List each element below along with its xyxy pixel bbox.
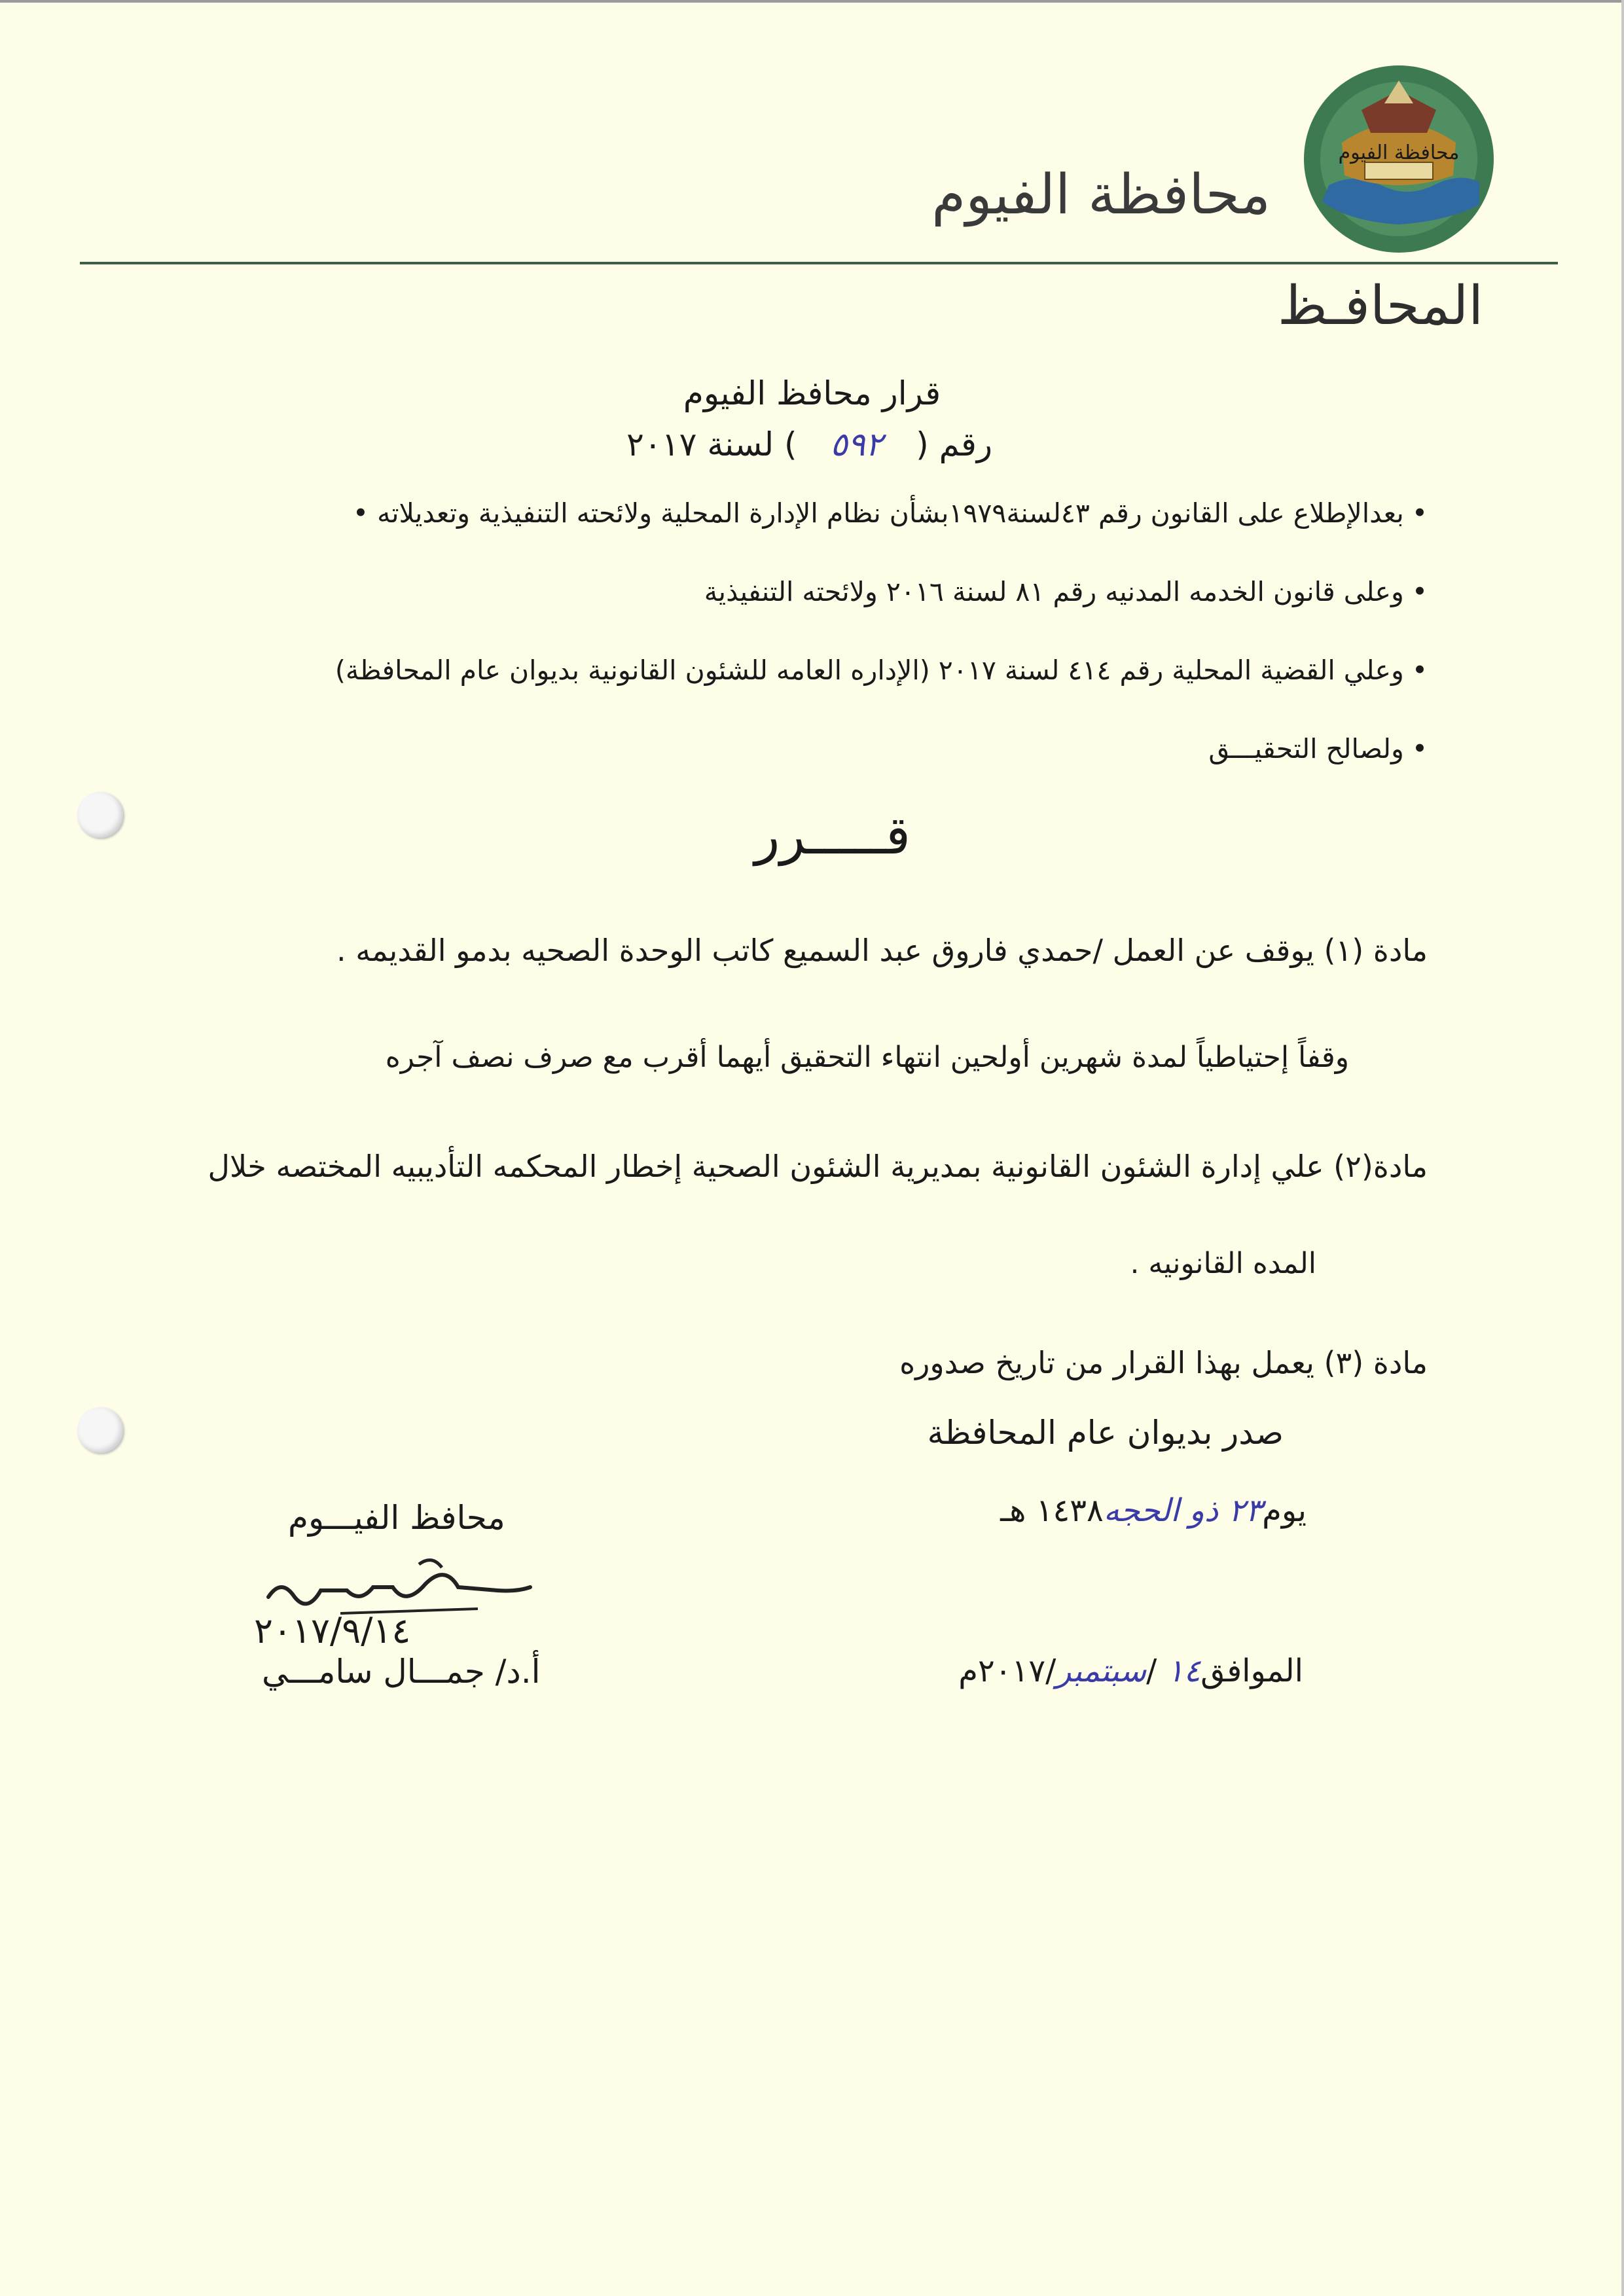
preamble-text: ولصالح التحقيـــق <box>1208 733 1404 764</box>
signatory-title: محافظ الفيـــوم <box>288 1499 505 1537</box>
preamble-text: بعدالإطلاع على القانون رقم ٤٣لسنة١٩٧٩بشأن نظام الإدارة المحلية ولائحته التنفيذية وتعديلاته • <box>352 497 1404 529</box>
header-divider <box>80 262 1558 264</box>
preamble-text: وعلي القضية المحلية رقم ٤١٤ لسنة ٢٠١٧ (الإداره العامه للشئون القانونية بديوان عام المحافظة) <box>334 655 1404 686</box>
greg-day: ١٤ <box>1166 1653 1201 1689</box>
greg-prefix: الموافق <box>1200 1653 1303 1689</box>
article-2-line-2: المده القانونيه . <box>1130 1247 1316 1280</box>
issued-at: صدر بديوان عام المحافظة <box>927 1414 1284 1452</box>
preamble-item <box>335 655 1428 686</box>
bullet: • <box>1411 576 1428 607</box>
article-1-line-1: مادة (١) يوقف عن العمل /حمدي فاروق عبد السميع كاتب الوحدة الصحيه بدمو القديمه . <box>336 933 1428 968</box>
scan-edge-right <box>1621 0 1624 2296</box>
bullet: • <box>1411 733 1428 764</box>
preamble-text: وعلى قانون الخدمه المدنيه رقم ٨١ لسنة ٢٠١٦ ولائحته التنفيذية <box>704 576 1404 607</box>
decision-number-line <box>626 425 992 463</box>
hijri-handwritten: ٢٣ ذو الحجه <box>1103 1492 1263 1529</box>
article-3: مادة (٣) يعمل بهذا القرار من تاريخ صدوره <box>899 1345 1428 1380</box>
governorate-seal-logo <box>1303 64 1495 254</box>
bullet: • <box>1411 497 1428 529</box>
article-2-line-1: مادة(٢) علي إدارة الشئون القانونية بمديرية الشئون الصحية إخطار المحكمه التأديبيه المختصه خلال <box>208 1149 1428 1184</box>
signatory-name: أ.د/ جمـــال سامـــي <box>262 1653 541 1691</box>
scan-edge-top <box>0 0 1624 3</box>
seal-text: محافظة الفيوم <box>1338 141 1460 164</box>
preamble-item <box>353 497 1428 529</box>
article-1-line-2: وقفاً إحتياطياً لمدة شهرين أولحين انتهاء التحقيق أيهما أقرب مع صرف نصف آجره <box>385 1041 1349 1074</box>
gregorian-date: الموافق١٤ /سبتمبر/٢٠١٧م <box>958 1653 1303 1689</box>
hijri-year: ١٤٣٨ هـ <box>1000 1492 1104 1529</box>
preamble-item <box>1208 733 1428 764</box>
decided-heading: قـــــرر <box>754 805 911 866</box>
punch-hole <box>77 792 123 838</box>
decision-title: قرار محافظ الفيوم <box>683 374 941 412</box>
signature-date: ٢٠١٧/٩/١٤ <box>254 1610 411 1651</box>
decision-number-prefix: رقم ( <box>916 425 992 463</box>
decision-number-suffix: ) لسنة ٢٠١٧ <box>626 425 797 463</box>
greg-year: ٢٠١٧م <box>958 1653 1046 1689</box>
greg-month: سبتمبر <box>1056 1653 1147 1689</box>
hijri-date <box>1000 1492 1307 1529</box>
governorate-name: محافظة الفيوم <box>931 162 1271 226</box>
bullet: • <box>1411 655 1428 686</box>
punch-hole <box>77 1407 123 1453</box>
office-title: المحافـظ <box>1277 275 1483 337</box>
preamble-item <box>704 576 1428 607</box>
decision-number: ٥٩٢ <box>830 425 883 463</box>
hijri-prefix: يوم <box>1262 1492 1307 1529</box>
